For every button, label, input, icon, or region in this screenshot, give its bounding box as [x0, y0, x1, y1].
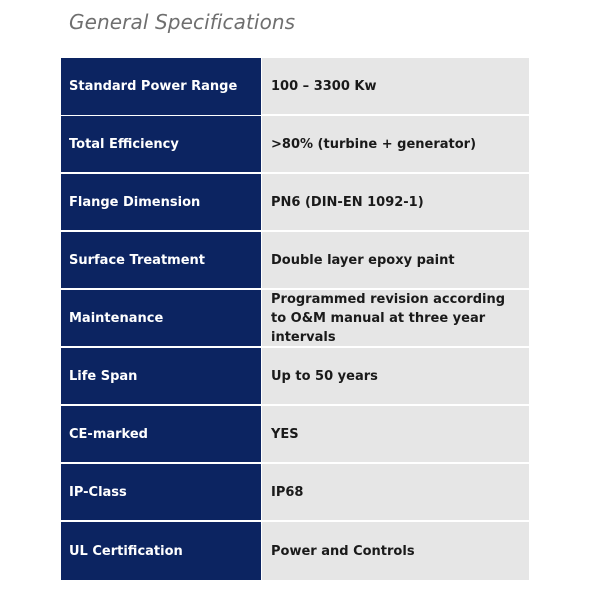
spec-value: IP68	[262, 464, 529, 520]
page-title: General Specifications	[69, 10, 296, 34]
spec-label: Maintenance	[61, 290, 262, 346]
spec-value: Programmed revision according to O&M manual at three year intervals	[262, 290, 529, 346]
spec-row-ce-marked	[61, 406, 529, 464]
spec-row-life-span	[61, 348, 529, 406]
spec-table	[61, 58, 529, 580]
spec-row-maintenance	[61, 290, 529, 348]
spec-label: Life Span	[61, 348, 262, 404]
spec-row-total-efficiency	[61, 116, 529, 174]
spec-label: Standard Power Range	[61, 58, 262, 115]
spec-value: >80% (turbine + generator)	[262, 116, 529, 172]
spec-label: Flange Dimension	[61, 174, 262, 230]
spec-label: Surface Treatment	[61, 232, 262, 288]
spec-label: CE-marked	[61, 406, 262, 462]
spec-value: YES	[262, 406, 529, 462]
spec-label: IP-Class	[61, 464, 262, 520]
spec-value: 100 – 3300 Kw	[262, 58, 529, 114]
spec-row-ip-class	[61, 464, 529, 522]
spec-row-flange-dimension	[61, 174, 529, 232]
spec-row-surface-treatment	[61, 232, 529, 290]
spec-row-standard-power-range	[61, 58, 529, 116]
spec-value: PN6 (DIN-EN 1092-1)	[262, 174, 529, 230]
spec-label: Total Efficiency	[61, 116, 262, 172]
spec-value: Power and Controls	[262, 522, 529, 580]
spec-row-ul-certification	[61, 522, 529, 580]
spec-label: UL Certification	[61, 522, 262, 580]
spec-value: Double layer epoxy paint	[262, 232, 529, 288]
spec-value: Up to 50 years	[262, 348, 529, 404]
